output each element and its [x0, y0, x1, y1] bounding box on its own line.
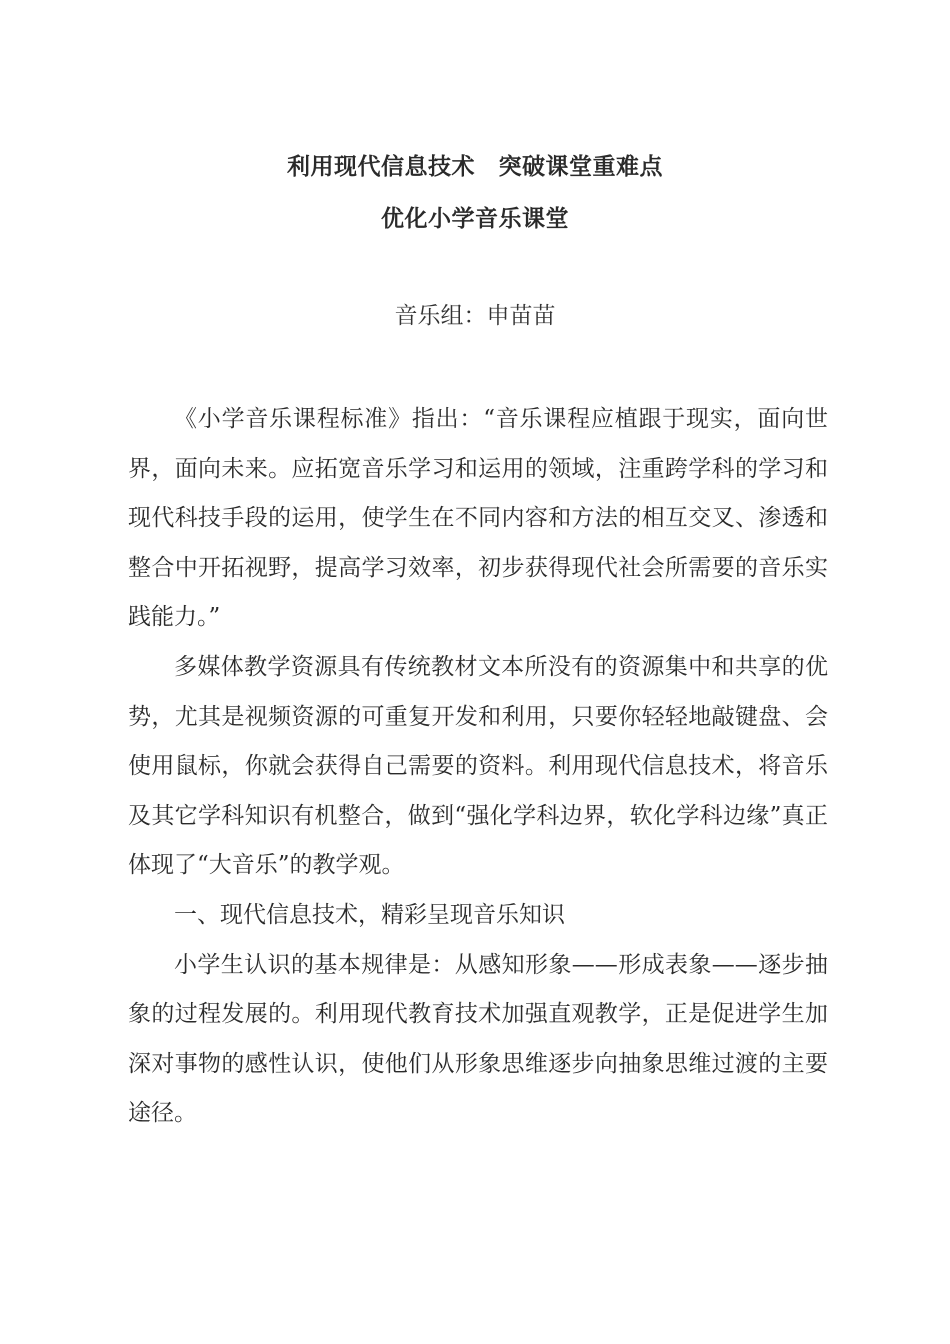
body-paragraph-2: 多媒体教学资源具有传统教材文本所没有的资源集中和共享的优势，尤其是视频资源的可重复开发和利用，只要你轻轻地敲键盘、会使用鼠标，你就会获得自己需要的资料。利用现代信息技术，将音乐及其它学科知识有机整合，做到“强化学科边界，软化学科边缘”真正体现了“大音乐”的教学观。 — [128, 653, 828, 879]
section-paragraph: 小学生认识的基本规律是：从感知形象——形成表象——逐步抽象的过程发展的。利用现代教育技术加强直观教学，正是促进学生加深对事物的感性认识，使他们从形象思维逐步向抽象思维过渡的主要途径。 — [128, 951, 828, 1127]
document-author: 音乐组：申苗苗 — [394, 303, 556, 329]
document-body — [128, 395, 828, 1139]
document-title-line-2: 优化小学音乐课堂 — [381, 206, 569, 232]
document-title-line-1: 利用现代信息技术 突破课堂重难点 — [287, 154, 663, 180]
body-paragraph-1: 《小学音乐课程标准》指出：“音乐课程应植跟于现实，面向世界，面向未来。应拓宽音乐学习和运用的领域，注重跨学科的学习和现代科技手段的运用，使学生在不同内容和方法的相互交叉、渗透和整合中开拓视野，提高学习效率，初步获得现代社会所需要的音乐实践能力。” — [128, 406, 828, 631]
section-heading: 一、现代信息技术，精彩呈现音乐知识 — [174, 901, 565, 928]
